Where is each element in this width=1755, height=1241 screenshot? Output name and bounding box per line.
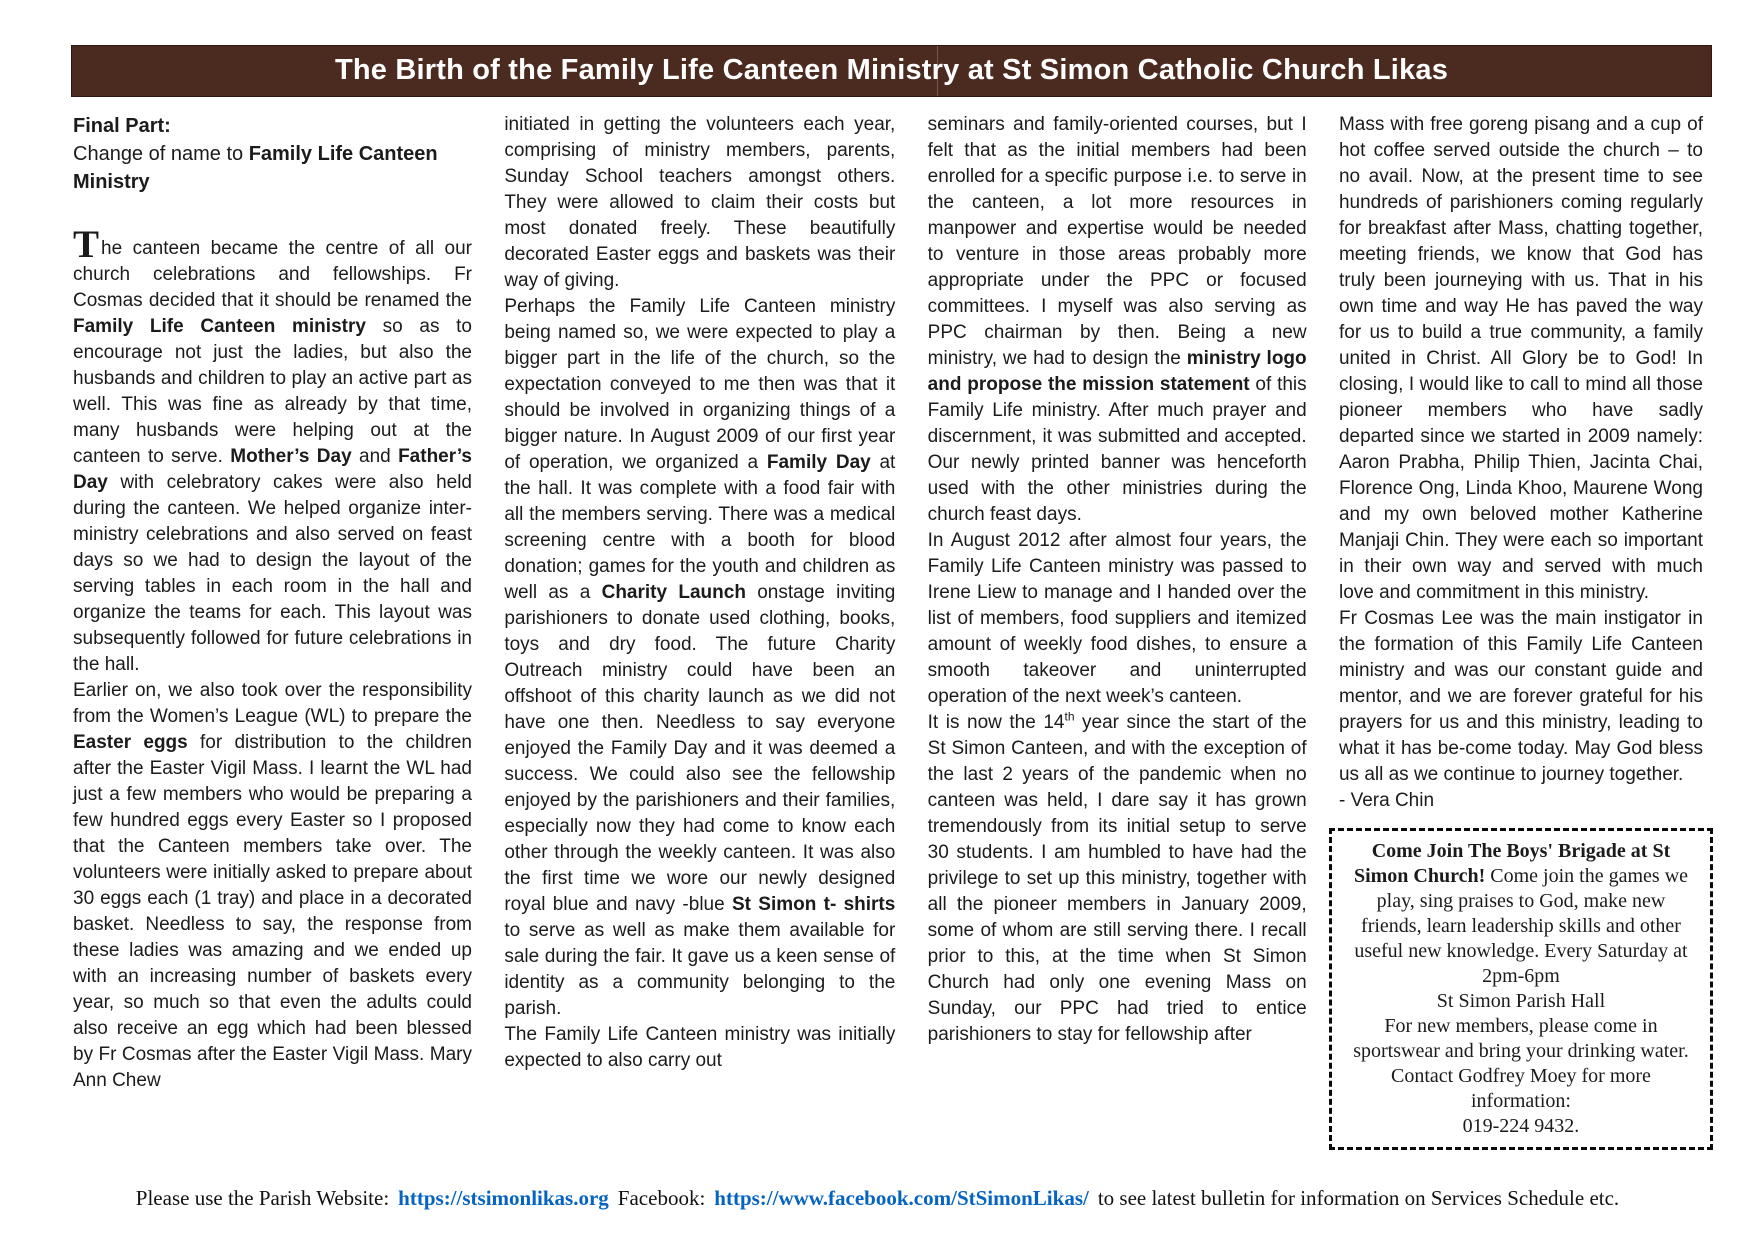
drop-cap: T [73,223,100,266]
facebook-link[interactable]: https://www.facebook.com/StSimonLikas/ [714,1186,1089,1210]
banner-cell-divider [937,46,938,96]
paragraph: Fr Cosmas Lee was the main instigator in the formation of this Family Life Canteen ministry and was our constant guide and mentor, and we are forever grateful for his prayers for us and this ministry, leading to what it has be-come today. May God bless us all as we continue to journey together. [1338,608,1703,785]
section-heading: Change of name to Family Life Canteen Ministry [73,143,438,193]
title-banner [71,45,1712,97]
notice-instructions: For new members, please come in sportswear and bring your drinking water. [1353,1015,1689,1062]
spacer [73,196,472,232]
text-column-4 [1339,112,1703,1197]
paragraph: - Vera Chin [1338,790,1435,811]
notice-body: Come join the games we play, sing praises to God, make new friends, learn leadership skills and other useful new knowledge. Every Saturday at 2pm-6pm [1354,865,1689,987]
notice-contact: Contact Godfrey Moey for more information: [1391,1065,1651,1112]
paragraph: seminars and family-oriented courses, but I felt that as the initial members had been enrolled for a specific purpose i.e. to serve in the canteen, a lot more resources in manpower and expertise would be needed to venture in those areas probably more appropriate under the PPC or focused committees. I myself was also serving as PPC chairman by then. Being a new ministry, we had to design the ministry logo and propose the mission statement of this Family Life ministry. After much prayer and discernment, it was submitted and accepted. Our newly printed banner was henceforth used with the other ministries during the church feast days. [927,114,1307,525]
paragraph: Mass with free goreng pisang and a cup of hot coffee served outside the church – to no avail. Now, at the present time to see hundreds of parishioners coming regularly for breakfast after Mass, chatting together, meeting friends, we know that God has truly been journeying with us. That in his own time and way He has paved the way for us to build a true community, a family united in Christ. All Glory be to God! In closing, I would like to call to mind all those pioneer members who have sadly departed since we started in 2009 namely: Aaron Prabha, Philip Thien, Jacinta Chai, Florence Ong, Linda Khoo, Maurene Wong and my own beloved mother Katherine Manjaji Chin. They were each so important in their own way and served with much love and commitment in this ministry. [1338,114,1703,603]
article-columns [73,112,1703,1197]
text-column-1 [73,112,472,1197]
paragraph: In August 2012 after almost four years, the Family Life Canteen ministry was passed to Irene Liew to manage and I handed over the list of members, food suppliers and itemized amount of weekly food dishes, to ensure a smooth takeover and uninterrupted operation of the next week’s canteen. [927,530,1307,707]
paragraph: It is now the 14th year since the start of the St Simon Canteen, and with the exception of the last 2 years of the pandemic when no canteen was held, I dare say it has grown tremendously from its initial setup to serve 30 students. I am humbled to have had the privilege to set up this ministry, together with all the pioneer members in January 2009, some of whom are still serving there. I recall prior to this, at the time when St Simon Church had only one evening Mass on Sunday, our PPC had tried to entice parishioners to stay for fellowship after [927,709,1307,1045]
notice-title: Come Join The Boys' Brigade at St Simon Church! [1353,840,1671,887]
paragraph: initiated in getting the volunteers each year, comprising of ministry members, parents, Sunday School teachers amongst others. They were allowed to claim their costs but most donated freely. These beautifully decorated Easter eggs and baskets was their way of giving. [504,114,896,291]
notice-venue: St Simon Parish Hall [1436,990,1606,1012]
parish-website-link[interactable]: https://stsimonlikas.org [398,1186,609,1210]
section-heading: Final Part: [73,115,171,137]
paragraph: Perhaps the Family Life Canteen ministry being named so, we were expected to play a bigger part in the life of the church, so the expectation conveyed to me then was that it should be involved in organizing things of a bigger nature. In August 2009 of our first year of operation, we organized a Family Day at the hall. It was complete with a food fair with all the members serving. There was a medical screening centre with a booth for blood donation; games for the youth and children as well as a Charity Launch onstage inviting parishioners to donate used clothing, books, toys and dry food. The future Charity Outreach ministry could have been an offshoot of this charity launch as we did not have one then. Needless to say everyone enjoyed the Family Day and it was deemed a success. We could also see the fellowship enjoyed by the parishioners and their families, especially now they had come to know each other through the weekly canteen. It was also the first time we wore our newly designed royal blue and navy -blue St Simon t- shirts to serve as well as make them available for sale during the fair. It gave us a keen sense of identity as a community belonging to the parish. [504,296,896,1019]
footer-suffix-text: to see latest bulletin for information on Services Schedule etc. [1097,1186,1620,1210]
notice-intro [1344,839,1698,989]
text-column-3 [928,112,1307,1197]
notice-phone: 019-224 9432. [1462,1115,1580,1137]
paragraph: The canteen became the centre of all our church celebrations and fellowships. Fr Cosmas decided that it should be renamed the Family Life Canteen ministry so as to encourage not just the ladies, but also the husbands and children to play an active part as well. This was fine as already by that time, many husbands were helping out at the canteen to serve. Mother’s Day and Father’s Day with celebratory cakes were also held during the canteen. We helped organize inter-ministry celebrations and also served on feast days so we had to design the layout of the serving tables in each room in the hall and organize the teams for each. This layout was subsequently followed for future celebrations in the hall. [73,223,472,675]
footer [0,1186,1755,1211]
page-title: The Birth of the Family Life Canteen Ministry at St Simon Catholic Church Likas [334,54,1449,86]
footer-website-label: Please use the Parish Website: [135,1186,390,1210]
text-column-2 [504,112,895,1197]
boys-brigade-notice [1329,828,1713,1150]
paragraph: Earlier on, we also took over the responsibility from the Women’s League (WL) to prepare the Easter eggs for distribution to the children after the Easter Vigil Mass. I learnt the WL had just a few members who would be preparing a few hundred eggs every Easter so I proposed that the Canteen members take over. The volunteers were initially asked to prepare about 30 eggs each (1 tray) and place in a decorated basket. Needless to say, the response from these ladies was amazing and we ended up with an increasing number of baskets every year, so much so that even the adults could also receive an egg which had been blessed by Fr Cosmas after the Easter Vigil Mass. Mary Ann Chew [73,680,472,1091]
paragraph: The Family Life Canteen ministry was initially expected to also carry out [504,1024,896,1071]
footer-facebook-label: Facebook: [617,1186,706,1210]
